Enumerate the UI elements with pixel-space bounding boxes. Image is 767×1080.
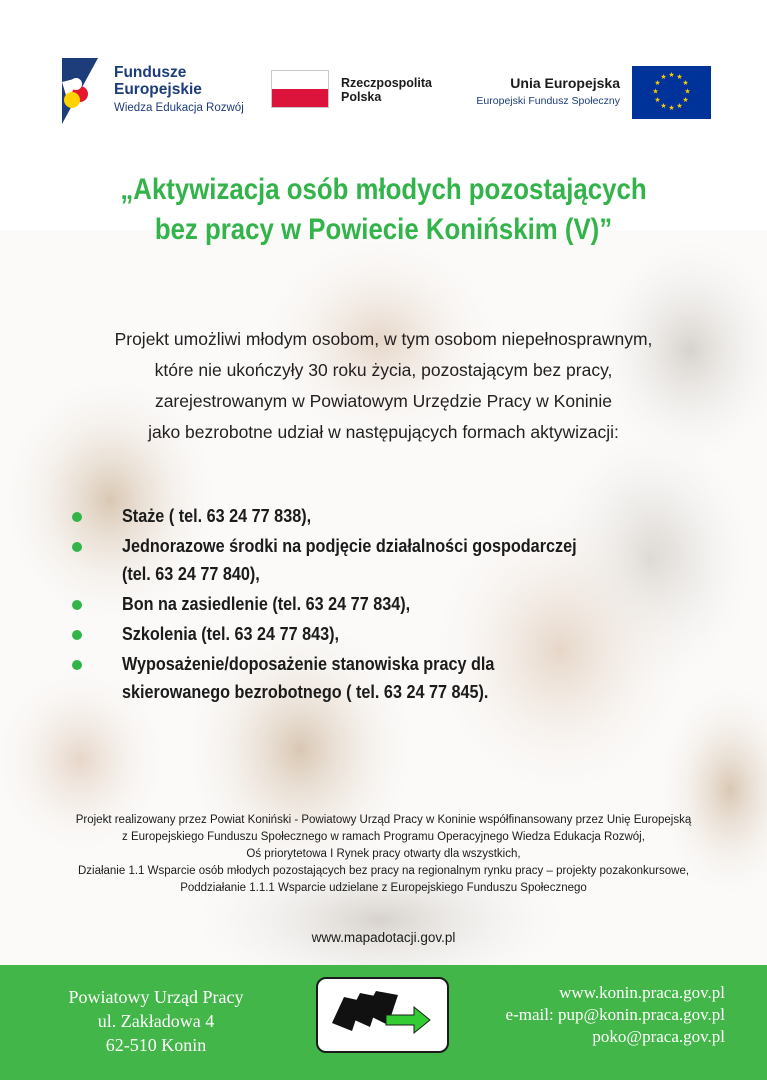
svg-text:★: ★: [668, 104, 675, 112]
fe-name-line2: Europejskie: [114, 81, 202, 98]
list-item-text: Jednorazowe środki na podjęcie działalności gospodarczej: [122, 536, 577, 556]
address-line: Powiatowy Urząd Pracy: [68, 987, 244, 1007]
intro-paragraph: [0, 324, 767, 448]
list-item-text: Staże ( tel. 63 24 77 838),: [122, 506, 312, 526]
svg-text:★: ★: [652, 87, 659, 96]
page-title: [54, 170, 714, 250]
list-item: [70, 620, 710, 648]
fe-program-name: Wiedza Edukacja Rozwój: [114, 102, 244, 114]
logo-strip: [0, 0, 767, 150]
intro-line: zarejestrowanym w Powiatowym Urzędzie Pracy w Koninie: [154, 391, 613, 411]
ue-line2: Europejski Fundusz Społeczny: [476, 95, 620, 107]
list-item-text-cont: (tel. 63 24 77 840),: [122, 564, 260, 584]
pup-logo-icon: [316, 977, 449, 1053]
bullet-icon: [72, 542, 82, 552]
svg-text:★: ★: [676, 102, 683, 110]
list-item-text: Wyposażenie/doposażenie stanowiska pracy dla: [122, 654, 495, 674]
list-item-text: Szkolenia (tel. 63 24 77 843),: [122, 624, 340, 644]
intro-line: Projekt umożliwi młodym osobom, w tym osobom niepełnosprawnym,: [114, 329, 653, 349]
svg-text:★: ★: [682, 79, 689, 87]
disclaimer-line: z Europejskiego Funduszu Społecznego w ramach Programu Operacyjnego Wiedza Edukacja Rozwój,: [122, 831, 645, 843]
contact-email2-link[interactable]: poko@praca.gov.pl: [592, 1027, 725, 1046]
svg-text:★: ★: [654, 96, 661, 104]
list-item: [70, 502, 710, 530]
list-item: [70, 532, 710, 588]
list-item: [70, 650, 710, 706]
funding-disclaimer: [0, 812, 767, 897]
contact-info: [506, 982, 725, 1048]
title-line2: bez pracy w Powiecie Konińskim (V)”: [154, 213, 613, 246]
contact-website-link[interactable]: www.konin.praca.gov.pl: [559, 983, 725, 1002]
bullet-icon: [72, 660, 82, 670]
bullet-icon: [72, 512, 82, 522]
title-line1: „Aktywizacja osób młodych pozostających: [120, 173, 647, 206]
svg-text:★: ★: [668, 71, 675, 79]
address-line: ul. Zakładowa 4: [97, 1011, 215, 1031]
website-link[interactable]: www.mapadotacji.gov.pl: [311, 930, 456, 945]
address-line: 62-510 Konin: [105, 1035, 207, 1055]
activation-forms-list: [70, 502, 710, 708]
intro-line: które nie ukończyły 30 roku życia, pozostającym bez pracy,: [154, 360, 613, 380]
ue-line1: Unia Europejska: [510, 75, 620, 91]
disclaimer-line: Oś priorytetowa I Rynek pracy otwarty dla wszystkich,: [246, 848, 521, 860]
bullet-icon: [72, 630, 82, 640]
fe-name-line1: Fundusze: [114, 64, 187, 81]
intro-line: jako bezrobotne udział w następujących formach aktywizacji:: [148, 422, 619, 442]
disclaimer-line: Projekt realizowany przez Powiat Koniński - Powiatowy Urząd Pracy w Koninie współfinansowany przez Unię Europejską: [75, 814, 692, 826]
bullet-icon: [72, 600, 82, 610]
svg-text:★: ★: [660, 102, 667, 110]
disclaimer-line: Poddziałanie 1.1.1 Wsparcie udzielane z Europejskiego Funduszu Społecznego: [180, 882, 587, 894]
fundusze-europejskie-logo-icon: [60, 56, 100, 126]
svg-text:★: ★: [660, 73, 667, 81]
fundusze-europejskie-text: [114, 64, 244, 114]
rp-line2: Polska: [341, 90, 382, 104]
svg-text:★: ★: [682, 96, 689, 104]
office-address: [40, 985, 272, 1057]
eu-flag-icon: [632, 66, 711, 119]
disclaimer-line: Działanie 1.1 Wsparcie osób młodych pozostających bez pracy na regionalnym rynku pracy – projekty pozakonkursowe,: [77, 865, 690, 877]
list-item: [70, 590, 710, 618]
rzeczpospolita-text: [341, 76, 432, 104]
list-item-text-cont: skierowanego bezrobotnego ( tel. 63 24 77 845).: [122, 682, 489, 702]
unia-europejska-text: [458, 75, 620, 107]
list-item-text: Bon na zasiedlenie (tel. 63 24 77 834),: [122, 594, 411, 614]
svg-text:★: ★: [676, 73, 683, 81]
svg-text:★: ★: [654, 79, 661, 87]
contact-email-link[interactable]: e-mail: pup@konin.praca.gov.pl: [505, 1005, 725, 1024]
footer-bar: [0, 965, 767, 1080]
polish-flag-icon: [271, 70, 329, 108]
svg-text:★: ★: [684, 87, 691, 96]
rp-line1: Rzeczpospolita: [341, 76, 432, 90]
